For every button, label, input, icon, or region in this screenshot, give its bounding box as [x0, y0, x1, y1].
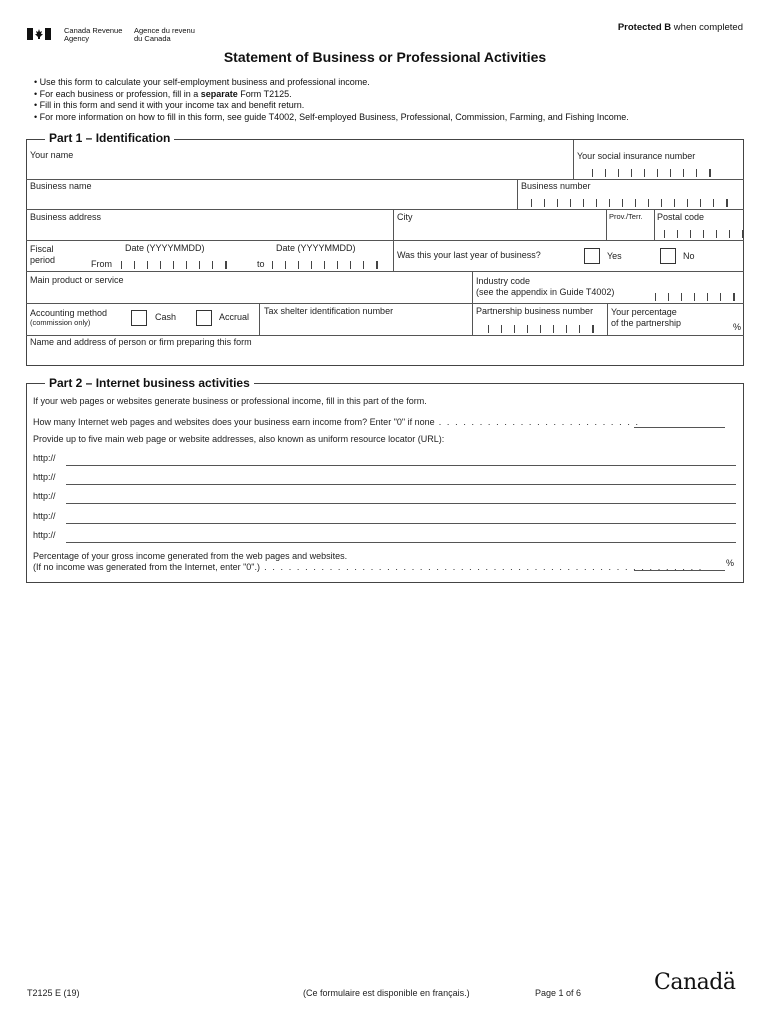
main-product-label: Main product or service: [30, 275, 124, 285]
prov-label: Prov./Terr.: [609, 212, 643, 221]
industry-code-label: Industry code (see the appendix in Guide T4002): [476, 276, 615, 297]
sin-label: Your social insurance number: [577, 151, 696, 161]
date-format-from: Date (YYYYMMDD): [125, 243, 205, 253]
accrual-checkbox[interactable]: [196, 310, 212, 326]
url-input-1[interactable]: [66, 465, 736, 466]
accrual-label: Accrual: [219, 312, 250, 322]
yes-label: Yes: [607, 251, 622, 261]
cash-checkbox[interactable]: [131, 310, 147, 326]
url-input-3[interactable]: [66, 503, 736, 504]
provide-urls-label: Provide up to five main web page or website addresses, also known as uniform resource locator (URL):: [33, 434, 445, 444]
sin-input[interactable]: [592, 169, 711, 177]
part1-title: Part 1 – Identification: [45, 131, 174, 145]
instruction-item: • For each business or profession, fill in a separate Form T2125.: [34, 89, 629, 101]
preparer-input[interactable]: [30, 348, 740, 363]
postal-code-input[interactable]: [664, 230, 744, 238]
url-prefix-1: http://: [33, 453, 56, 463]
main-product-input[interactable]: [30, 286, 468, 301]
canada-flag-icon: [27, 28, 51, 40]
business-number-label: Business number: [521, 181, 591, 191]
how-many-question: How many Internet web pages and websites does your business earn income from? Enter "0" if none . . . . . . . . . . . . . . . . . . . . . . . . .: [33, 417, 640, 427]
internet-percentage-input[interactable]: [634, 570, 725, 571]
url-prefix-2: http://: [33, 472, 56, 482]
url-input-2[interactable]: [66, 484, 736, 485]
instruction-item: • Use this form to calculate your self-employment business and professional income.: [34, 77, 629, 89]
your-percentage-label: Your percentage of the partnership: [611, 307, 682, 328]
accounting-note: (commission only): [30, 318, 91, 327]
internet-percentage-label: Percentage of your gross income generated from the web pages and websites. (If no income was generated from the Internet, enter "0".) . . . . . . . . . . . . . . . . . . . . . . . . . . . . . . . . . . . . . . . . . . . . . . . . . . . . . .: [33, 551, 703, 572]
last-year-yes-checkbox[interactable]: [584, 248, 600, 264]
tax-shelter-input[interactable]: [264, 318, 468, 333]
instructions-list: [34, 77, 629, 123]
industry-code-input[interactable]: [655, 293, 735, 301]
internet-percent-sign: %: [726, 558, 735, 568]
business-address-label: Business address: [30, 212, 102, 222]
page-title: Statement of Business or Professional Activities: [223, 49, 547, 65]
your-name-input[interactable]: [30, 162, 568, 177]
fiscal-from-input[interactable]: [121, 261, 227, 269]
business-address-input[interactable]: [30, 223, 388, 238]
tax-shelter-label: Tax shelter identification number: [264, 306, 394, 316]
no-label: No: [683, 251, 695, 261]
to-label: to: [257, 259, 265, 269]
partnership-bn-label: Partnership business number: [476, 306, 594, 316]
page-number: Page 1 of 6: [535, 988, 582, 998]
postal-code-label: Postal code: [657, 212, 705, 222]
form-id: T2125 E (19): [27, 988, 80, 998]
business-number-input[interactable]: [531, 199, 728, 207]
last-year-no-checkbox[interactable]: [660, 248, 676, 264]
accounting-method-label: Accounting method: [30, 308, 108, 318]
part2-intro: If your web pages or websites generate business or professional income, fill in this part of the form.: [33, 396, 427, 406]
partnership-bn-input[interactable]: [488, 325, 594, 333]
url-prefix-4: http://: [33, 511, 56, 521]
how-many-input[interactable]: [634, 427, 725, 428]
business-name-input[interactable]: [30, 192, 512, 207]
cash-label: Cash: [155, 312, 177, 322]
fiscal-label: Fiscal period: [30, 244, 56, 265]
agency-name-fr: Agence du revenu du Canada: [134, 26, 195, 43]
instruction-item: • For more information on how to fill in this form, see guide T4002, Self-employed Business, Professional, Commission, Farming, and Fishing Income.: [34, 112, 629, 124]
url-input-4[interactable]: [66, 523, 736, 524]
part2-title: Part 2 – Internet business activities: [45, 376, 254, 390]
business-name-label: Business name: [30, 181, 92, 191]
url-input-5[interactable]: [66, 542, 736, 543]
instruction-item: • Fill in this form and send it with your income tax and benefit return.: [34, 100, 629, 112]
prov-input[interactable]: [609, 223, 651, 238]
url-prefix-5: http://: [33, 530, 56, 540]
your-name-label: Your name: [30, 150, 74, 160]
city-input[interactable]: [397, 223, 602, 238]
fiscal-to-input[interactable]: [272, 261, 378, 269]
protected-b-label: Protected B when completed: [617, 22, 743, 33]
canada-wordmark: Canadä: [654, 970, 736, 995]
date-format-to: Date (YYYYMMDD): [276, 243, 356, 253]
city-label: City: [397, 212, 413, 222]
preparer-label: Name and address of person or firm preparing this form: [30, 337, 252, 347]
agency-name-en: Canada Revenue Agency: [64, 26, 123, 43]
from-label: From: [91, 259, 112, 269]
partnership-percent-sign: %: [733, 322, 742, 332]
last-year-question: Was this your last year of business?: [397, 250, 541, 260]
url-prefix-3: http://: [33, 491, 56, 501]
french-availability-note: (Ce formulaire est disponible en français.): [303, 988, 470, 998]
